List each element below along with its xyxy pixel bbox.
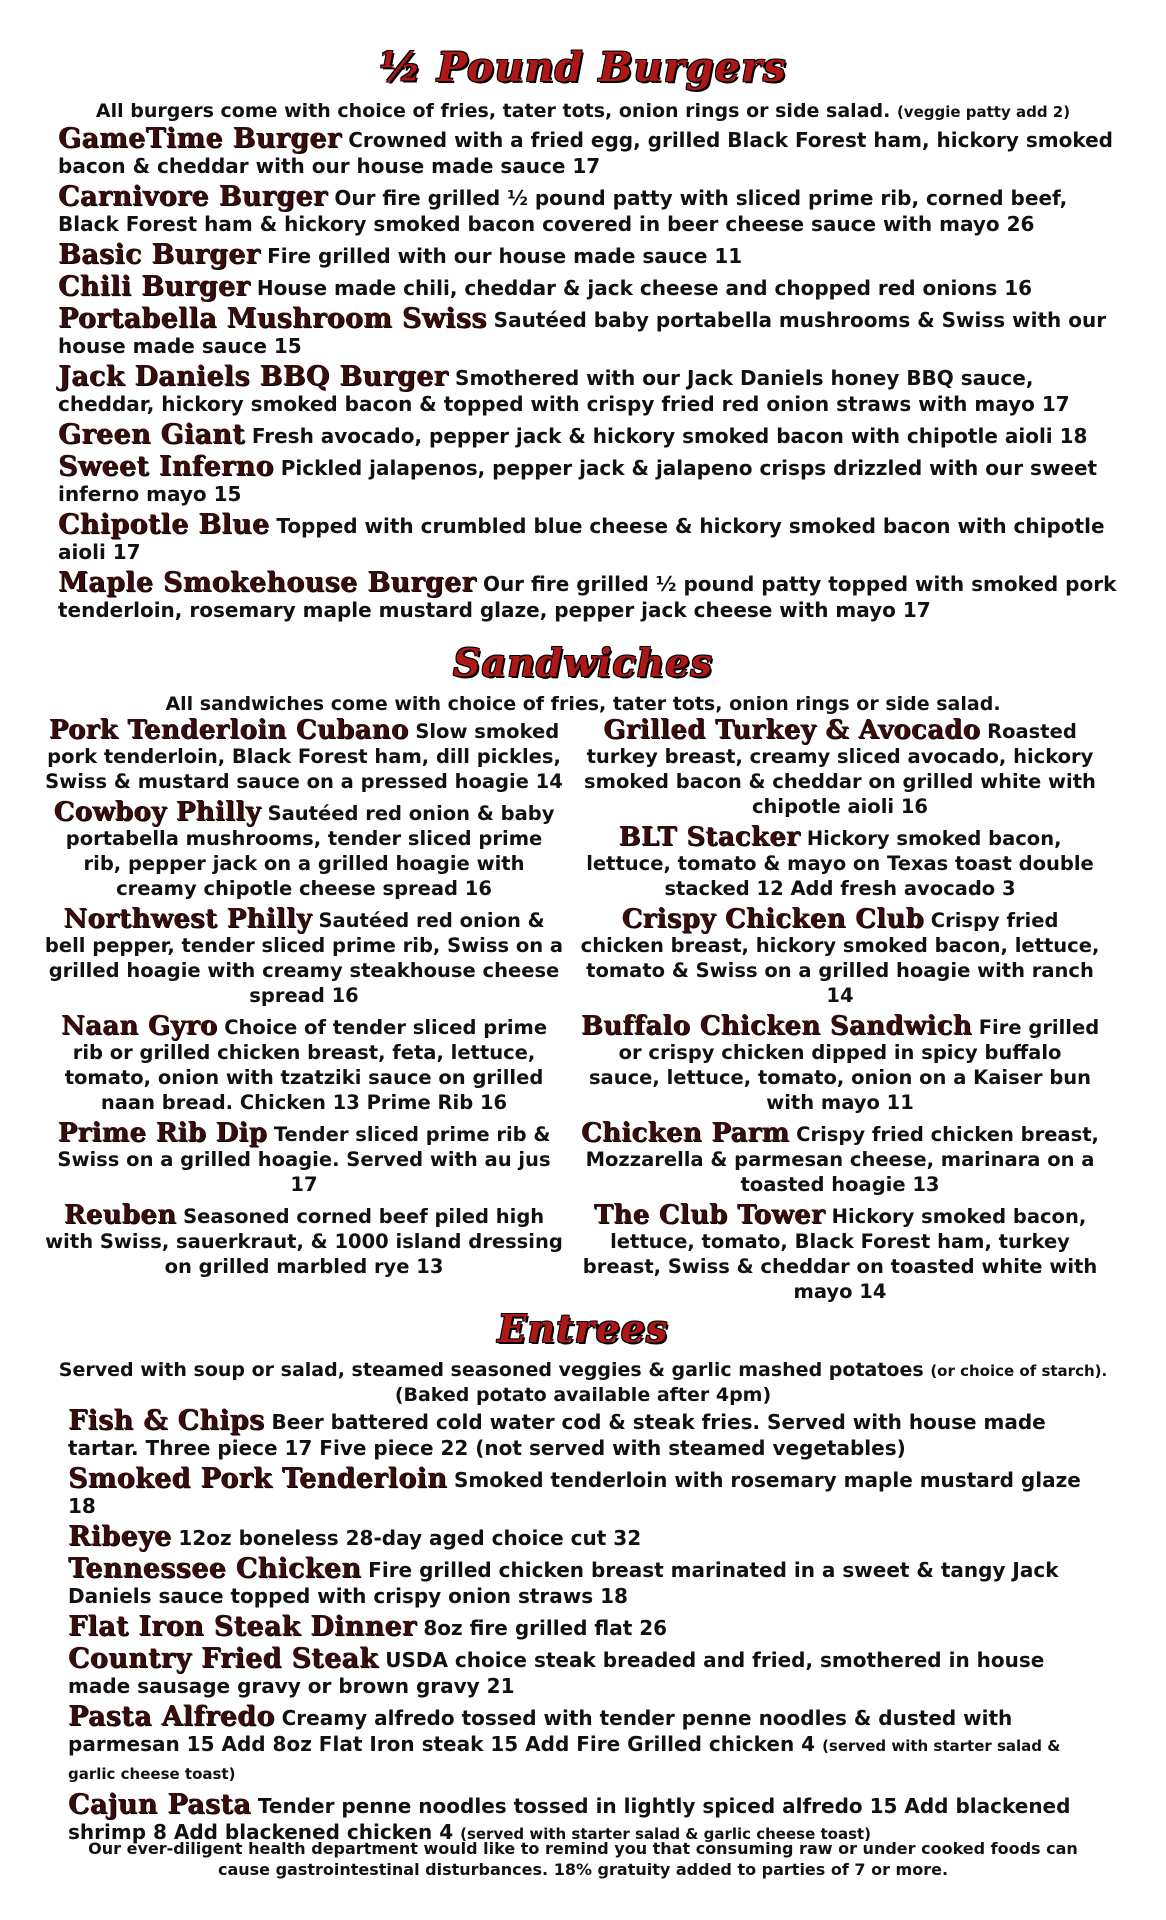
item-name: Flat Iron Steak Dinner	[68, 1611, 417, 1642]
sandwiches-right-column	[580, 715, 1100, 1310]
entree-item	[68, 1553, 1108, 1609]
burgers-intro-note: (veggie patty add 2)	[896, 103, 1071, 121]
item-name: Reuben	[63, 1200, 177, 1230]
item-description: Crispy fried chicken breast, Mozzarella & parmesan cheese, marinara on a toasted hoagie 13	[585, 1123, 1099, 1196]
item-description: Fire grilled or crispy chicken dipped in spicy buffalo sauce, lettuce, tomato, onion on a Kaiser bun with mayo 11	[588, 1016, 1100, 1114]
burgers-title: ½ Pound Burgers	[379, 44, 787, 91]
item-note: (served with starter salad & garlic cheese toast)	[68, 1737, 1061, 1783]
sandwich-item	[44, 1200, 564, 1279]
burgers-intro-text: All burgers come with choice of fries, tater tots, onion rings or side salad.	[95, 100, 891, 122]
item-name: Northwest Philly	[63, 904, 312, 934]
sandwich-item	[44, 904, 564, 1008]
item-name: Sweet Inferno	[58, 451, 274, 482]
burger-item	[58, 567, 1118, 623]
sandwich-item	[580, 715, 1100, 819]
burger-item	[58, 303, 1118, 359]
burger-item	[58, 361, 1118, 417]
item-name: Fish & Chips	[68, 1405, 265, 1436]
item-description: House made chili, cheddar & jack cheese and chopped red onions 16	[256, 276, 1033, 300]
burger-item	[58, 509, 1118, 565]
item-name: Smoked Pork Tenderloin	[68, 1463, 447, 1494]
item-description: Slow smoked pork tenderloin, Black Forest ham, dill pickles, Swiss & mustard sauce on a pressed hoagie 14	[45, 720, 563, 793]
entrees-intro-line2: (Baked potato available after 4pm)	[394, 1384, 772, 1406]
item-name: Portabella Mushroom Swiss	[58, 303, 487, 334]
item-description: Sautéed baby portabella mushrooms & Swiss with our house made sauce 15	[58, 308, 1107, 358]
item-name: Green Giant	[58, 419, 245, 450]
item-name: Tennessee Chicken	[68, 1553, 362, 1584]
item-name: BLT Stacker	[618, 822, 801, 852]
item-name: GameTime Burger	[58, 123, 342, 154]
item-description: 8oz fire grilled flat 26	[423, 1616, 668, 1640]
item-description: Our fire grilled ½ pound patty with sliced prime rib, corned beef, Black Forest ham & hickory smoked bacon covered in beer cheese sauce with mayo 26	[58, 186, 1068, 236]
item-description: Fire grilled with our house made sauce 11	[267, 244, 743, 268]
entree-item	[68, 1701, 1108, 1787]
sandwich-item	[580, 1011, 1100, 1115]
item-name: Grilled Turkey & Avocado	[603, 715, 981, 745]
item-name: Cajun Pasta	[68, 1789, 251, 1820]
item-name: Basic Burger	[58, 239, 261, 270]
item-name: Jack Daniels BBQ Burger	[58, 361, 449, 392]
sandwich-item	[44, 1011, 564, 1115]
item-description: Fire grilled chicken breast marinated in a sweet & tangy Jack Daniels sauce topped with crispy onion straws 18	[68, 1558, 1059, 1608]
sandwich-item	[44, 1118, 564, 1197]
item-description: Smothered with our Jack Daniels honey BBQ sauce, cheddar, hickory smoked bacon & topped with crispy fried red onion straws with mayo 17	[58, 366, 1070, 416]
item-description: Fresh avocado, pepper jack & hickory smoked bacon with chipotle aioli 18	[251, 424, 1088, 448]
item-description: Seasoned corned beef piled high with Swiss, sauerkraut, & 1000 island dressing on grilled marbled rye 13	[45, 1205, 563, 1278]
entree-item	[68, 1643, 1108, 1699]
item-name: Prime Rib Dip	[57, 1118, 268, 1148]
item-name: Maple Smokehouse Burger	[58, 567, 476, 598]
item-description: Crowned with a fried egg, grilled Black Forest ham, hickory smoked bacon & cheddar with our house made sauce 17	[58, 128, 1113, 178]
item-name: The Club Tower	[593, 1200, 825, 1230]
sandwich-item	[580, 822, 1100, 901]
sandwich-item	[44, 715, 564, 794]
burger-item	[58, 181, 1118, 237]
entrees-intro-note: (or choice of starch).	[930, 1362, 1108, 1380]
item-description: Roasted turkey breast, creamy sliced avocado, hickory smoked bacon & cheddar on grilled white with chipotle aioli 16	[584, 720, 1096, 818]
item-name: Country Fried Steak	[68, 1643, 379, 1674]
entrees-title: Entrees	[497, 1306, 669, 1351]
burgers-intro	[40, 99, 1126, 124]
item-description: Tender sliced prime rib & Swiss on a grilled hoagie. Served with au jus 17	[57, 1123, 551, 1196]
item-description: Our fire grilled ½ pound patty topped with smoked pork tenderloin, rosemary maple mustard glaze, pepper jack cheese with mayo 17	[58, 572, 1117, 622]
item-name: Crispy Chicken Club	[621, 904, 924, 934]
item-description: Hickory smoked bacon, lettuce, tomato, Black Forest ham, turkey breast, Swiss & cheddar on toasted white with mayo 14	[582, 1205, 1098, 1303]
item-note: (served with starter salad & garlic cheese toast)	[460, 1825, 872, 1843]
item-description: Smoked tenderloin with rosemary maple mustard glaze 18	[68, 1468, 1081, 1518]
sandwiches-intro: All sandwiches come with choice of fries, tater tots, onion rings or side salad.	[165, 693, 1001, 715]
item-description: Beer battered cold water cod & steak fries. Served with house made tartar. Three piece 17 Five piece 22 (not served with steamed vegetables)	[68, 1410, 1046, 1460]
burger-item	[58, 123, 1118, 179]
item-description: USDA choice steak breaded and fried, smothered in house made sausage gravy or brown gravy 21	[68, 1648, 1045, 1698]
item-name: Ribeye	[68, 1521, 172, 1552]
item-description: Choice of tender sliced prime rib or grilled chicken breast, feta, lettuce, tomato, onion with tzatziki sauce on grilled naan bread. Chicken 13 Prime Rib 16	[64, 1016, 548, 1114]
entrees-list	[68, 1405, 1108, 1852]
entrees-intro	[40, 1358, 1126, 1407]
health-notice: Our ever-diligent health department would like to remind you that consuming raw or under cooked foods can cause gastrointestinal disturbances. 18% gratuity added to parties of 7 or more.	[88, 1839, 1078, 1879]
item-name: Cowboy Philly	[53, 797, 261, 827]
item-description: Creamy alfredo tossed with tender penne noodles & dusted with parmesan 15 Add 8oz Flat Iron steak 15 Add Fire Grilled chicken 4	[68, 1706, 1013, 1756]
item-description: Crispy fried chicken breast, hickory smoked bacon, lettuce, tomato & Swiss on a grilled hoagie with ranch 14	[580, 909, 1100, 1007]
sandwiches-title: Sandwiches	[453, 640, 713, 685]
item-name: Buffalo Chicken Sandwich	[580, 1011, 972, 1041]
burger-item	[58, 419, 1118, 450]
entree-item	[68, 1405, 1108, 1461]
entree-item	[68, 1463, 1108, 1519]
burger-item	[58, 451, 1118, 507]
burger-item	[58, 271, 1118, 302]
item-name: Pork Tenderloin Cubano	[48, 715, 409, 745]
item-description: Topped with crumbled blue cheese & hickory smoked bacon with chipotle aioli 17	[58, 514, 1105, 564]
item-description: Tender penne noodles tossed in lightly spiced alfredo 15 Add blackened shrimp 8 Add blackened chicken 4	[68, 1794, 1071, 1844]
entree-item	[68, 1611, 1108, 1642]
item-name: Carnivore Burger	[58, 181, 328, 212]
entrees-intro-text: Served with soup or salad, steamed seasoned veggies & garlic mashed potatoes	[58, 1359, 924, 1381]
item-name: Naan Gyro	[60, 1011, 218, 1041]
item-description: Sautéed red onion & bell pepper, tender sliced prime rib, Swiss on a grilled hoagie with creamy steakhouse cheese spread 16	[44, 909, 564, 1007]
item-description: Pickled jalapenos, pepper jack & jalapeno crisps drizzled with our sweet inferno mayo 15	[58, 456, 1098, 506]
sandwich-item	[580, 1200, 1100, 1304]
item-description: Sautéed red onion & baby portabella mushrooms, tender sliced prime rib, pepper jack on a grilled hoagie with creamy chipotle cheese spread 16	[65, 802, 555, 900]
item-name: Chicken Parm	[581, 1118, 790, 1148]
item-name: Chipotle Blue	[58, 509, 270, 540]
sandwich-item	[44, 797, 564, 901]
sandwiches-left-column	[44, 715, 564, 1285]
item-description: 12oz boneless 28-day aged choice cut 32	[178, 1526, 642, 1550]
sandwich-item	[580, 904, 1100, 1008]
sandwich-item	[580, 1118, 1100, 1197]
item-name: Chili Burger	[58, 271, 250, 302]
item-description: Hickory smoked bacon, lettuce, tomato & mayo on Texas toast double stacked 12 Add fresh avocado 3	[586, 827, 1094, 900]
item-name: Pasta Alfredo	[68, 1701, 275, 1732]
entree-item	[68, 1521, 1108, 1552]
burger-item	[58, 239, 1118, 270]
burgers-list	[58, 123, 1118, 628]
